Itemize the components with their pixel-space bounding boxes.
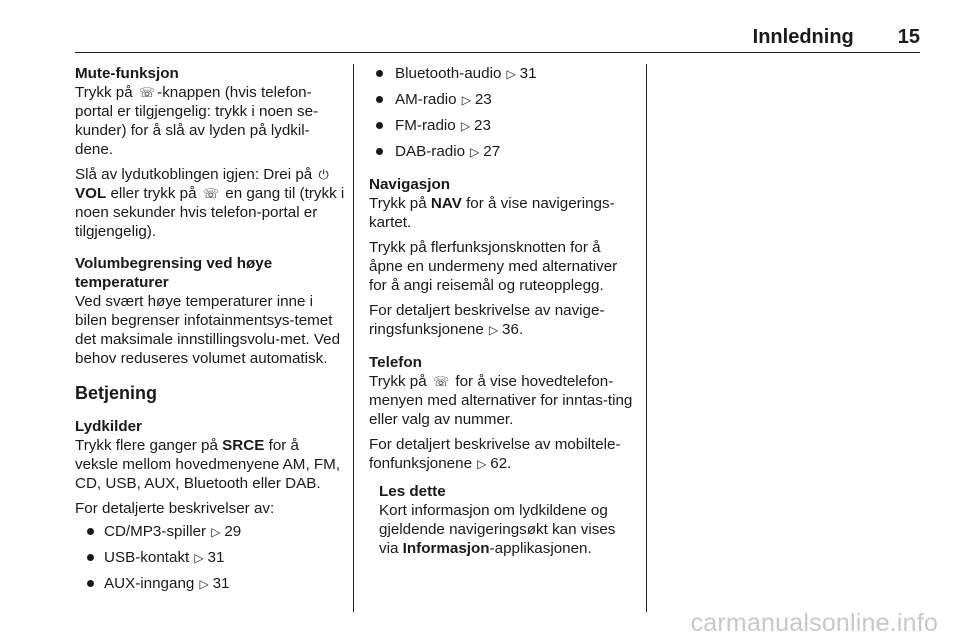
text: Trykk på <box>369 373 431 390</box>
watermark: carmanualsonline.info <box>690 609 938 637</box>
left-column <box>75 64 345 600</box>
text: Kort informasjon om lydkildene og gjeldende navigeringsøkt kan vises via <box>379 502 616 557</box>
power-icon: ⏻ <box>318 167 329 182</box>
audio-sources-heading: Lydkilder <box>75 418 142 435</box>
list-item <box>75 548 345 568</box>
text: Trykk på <box>369 195 431 212</box>
page-ref-icon: ▷ <box>477 457 487 471</box>
navigation-paragraph: For detaljert beskrivelse av navige-ringsfunksjonene ▷ 36. <box>369 302 605 338</box>
page-ref[interactable]: 23 <box>474 117 491 134</box>
page-ref[interactable]: 36 <box>502 321 519 338</box>
navigation-heading: Navigasjon <box>369 176 451 193</box>
list-item <box>75 522 345 542</box>
page-ref[interactable]: 27 <box>483 143 501 160</box>
note-heading: Les dette <box>379 483 446 500</box>
srce-label: SRCE <box>222 437 265 454</box>
text: FM-radio <box>395 117 456 134</box>
text: For detaljert beskrivelse av mobiltele-fonfunksjonene <box>369 436 621 472</box>
page-ref-icon: ▷ <box>506 67 516 81</box>
text: USB-kontakt <box>104 549 190 566</box>
page-ref-icon: ▷ <box>470 145 480 159</box>
vol-label: VOL <box>75 185 107 202</box>
note-box <box>379 482 637 558</box>
unmute-paragraph <box>75 165 345 241</box>
phone-heading: Telefon <box>369 354 422 371</box>
list-item <box>369 64 637 84</box>
text: -applikasjonen. <box>489 540 592 557</box>
page-number: 15 <box>897 26 920 48</box>
nav-label: NAV <box>430 195 462 212</box>
page-ref-icon: ▷ <box>199 577 209 591</box>
phone-paragraph <box>369 372 637 429</box>
phone-mute-icon: ☏ <box>432 374 450 389</box>
page-ref-icon: ▷ <box>460 119 471 133</box>
info-label: Informasjon <box>402 540 490 557</box>
column-divider <box>353 64 354 612</box>
page-header <box>75 26 920 50</box>
text: AUX-inngang <box>104 575 195 592</box>
phone-mute-icon: ☏ <box>202 186 220 201</box>
text: Bluetooth-audio <box>395 65 502 82</box>
list-item <box>75 574 345 594</box>
column-divider <box>646 64 647 612</box>
text: AM-radio <box>395 91 457 108</box>
text: DAB-radio <box>395 143 466 160</box>
source-list <box>75 522 345 594</box>
page-ref-icon: ▷ <box>488 323 499 337</box>
page-ref[interactable]: 31 <box>519 65 537 82</box>
operation-heading: Betjening <box>75 383 158 403</box>
page-ref-icon: ▷ <box>211 525 221 539</box>
right-column <box>369 64 637 558</box>
text: Slå av lydutkoblingen igjen: Drei på <box>75 166 317 183</box>
text: -knappen (hvis telefon-portal er tilgjengelig: trykk i noen se-kunder) for å slå av lyden på lydkil-dene. <box>75 84 319 158</box>
text: Trykk flere ganger på <box>75 437 223 454</box>
page-ref[interactable]: 31 <box>207 549 225 566</box>
mute-paragraph <box>75 83 345 159</box>
phone-paragraph: For detaljert beskrivelse av mobiltele-fonfunksjonene ▷ 62. <box>369 436 621 472</box>
volume-limit-paragraph: Ved svært høye temperaturer inne i bilen begrenser infotainmentsys-temet det maksimale innstillingsvolu-met. Ved behov reduseres volumet automatisk. <box>75 293 341 367</box>
text: eller trykk på <box>106 185 201 202</box>
note-paragraph <box>379 501 637 558</box>
page-ref[interactable]: 23 <box>474 91 492 108</box>
header-rule <box>75 52 920 53</box>
text: CD/MP3-spiller <box>104 523 207 540</box>
text: Trykk på <box>75 84 137 101</box>
list-item <box>369 116 637 136</box>
page-ref-icon: ▷ <box>461 93 471 107</box>
navigation-paragraph: Trykk på flerfunksjonsknotten for å åpne en undermeny med alternativer for å angi reisemål og ruteopplegg. <box>369 239 618 294</box>
list-item <box>369 90 637 110</box>
list-item <box>369 142 637 162</box>
audio-sources-paragraph <box>75 436 345 493</box>
chapter-title: Innledning <box>752 26 854 48</box>
phone-mute-icon: ☏ <box>138 85 156 100</box>
page-ref[interactable]: 31 <box>212 575 230 592</box>
page-ref-icon: ▷ <box>194 551 204 565</box>
navigation-paragraph <box>369 194 637 232</box>
text: for å vise hovedtelefon-menyen med alternativer for inntas-ting eller valg av nummer. <box>369 373 633 428</box>
page-ref[interactable]: 29 <box>224 523 242 540</box>
page-ref[interactable]: 62 <box>490 455 508 472</box>
text: en gang til (trykk i noen sekunder hvis telefon-portal er tilgjengelig). <box>75 185 345 240</box>
text: for å veksle mellom hovedmenyene AM, FM, CD, USB, AUX, Bluetooth eller DAB. <box>75 437 341 492</box>
mute-heading: Mute-funksjon <box>75 65 179 82</box>
details-paragraph: For detaljerte beskrivelser av: <box>75 500 275 517</box>
volume-limit-heading: Volumbegrensing ved høye temperaturer <box>75 255 273 291</box>
text: for å vise navigerings-kartet. <box>369 195 615 231</box>
source-list <box>369 64 637 162</box>
text: For detaljert beskrivelse av navige-ringsfunksjonene <box>369 302 605 338</box>
